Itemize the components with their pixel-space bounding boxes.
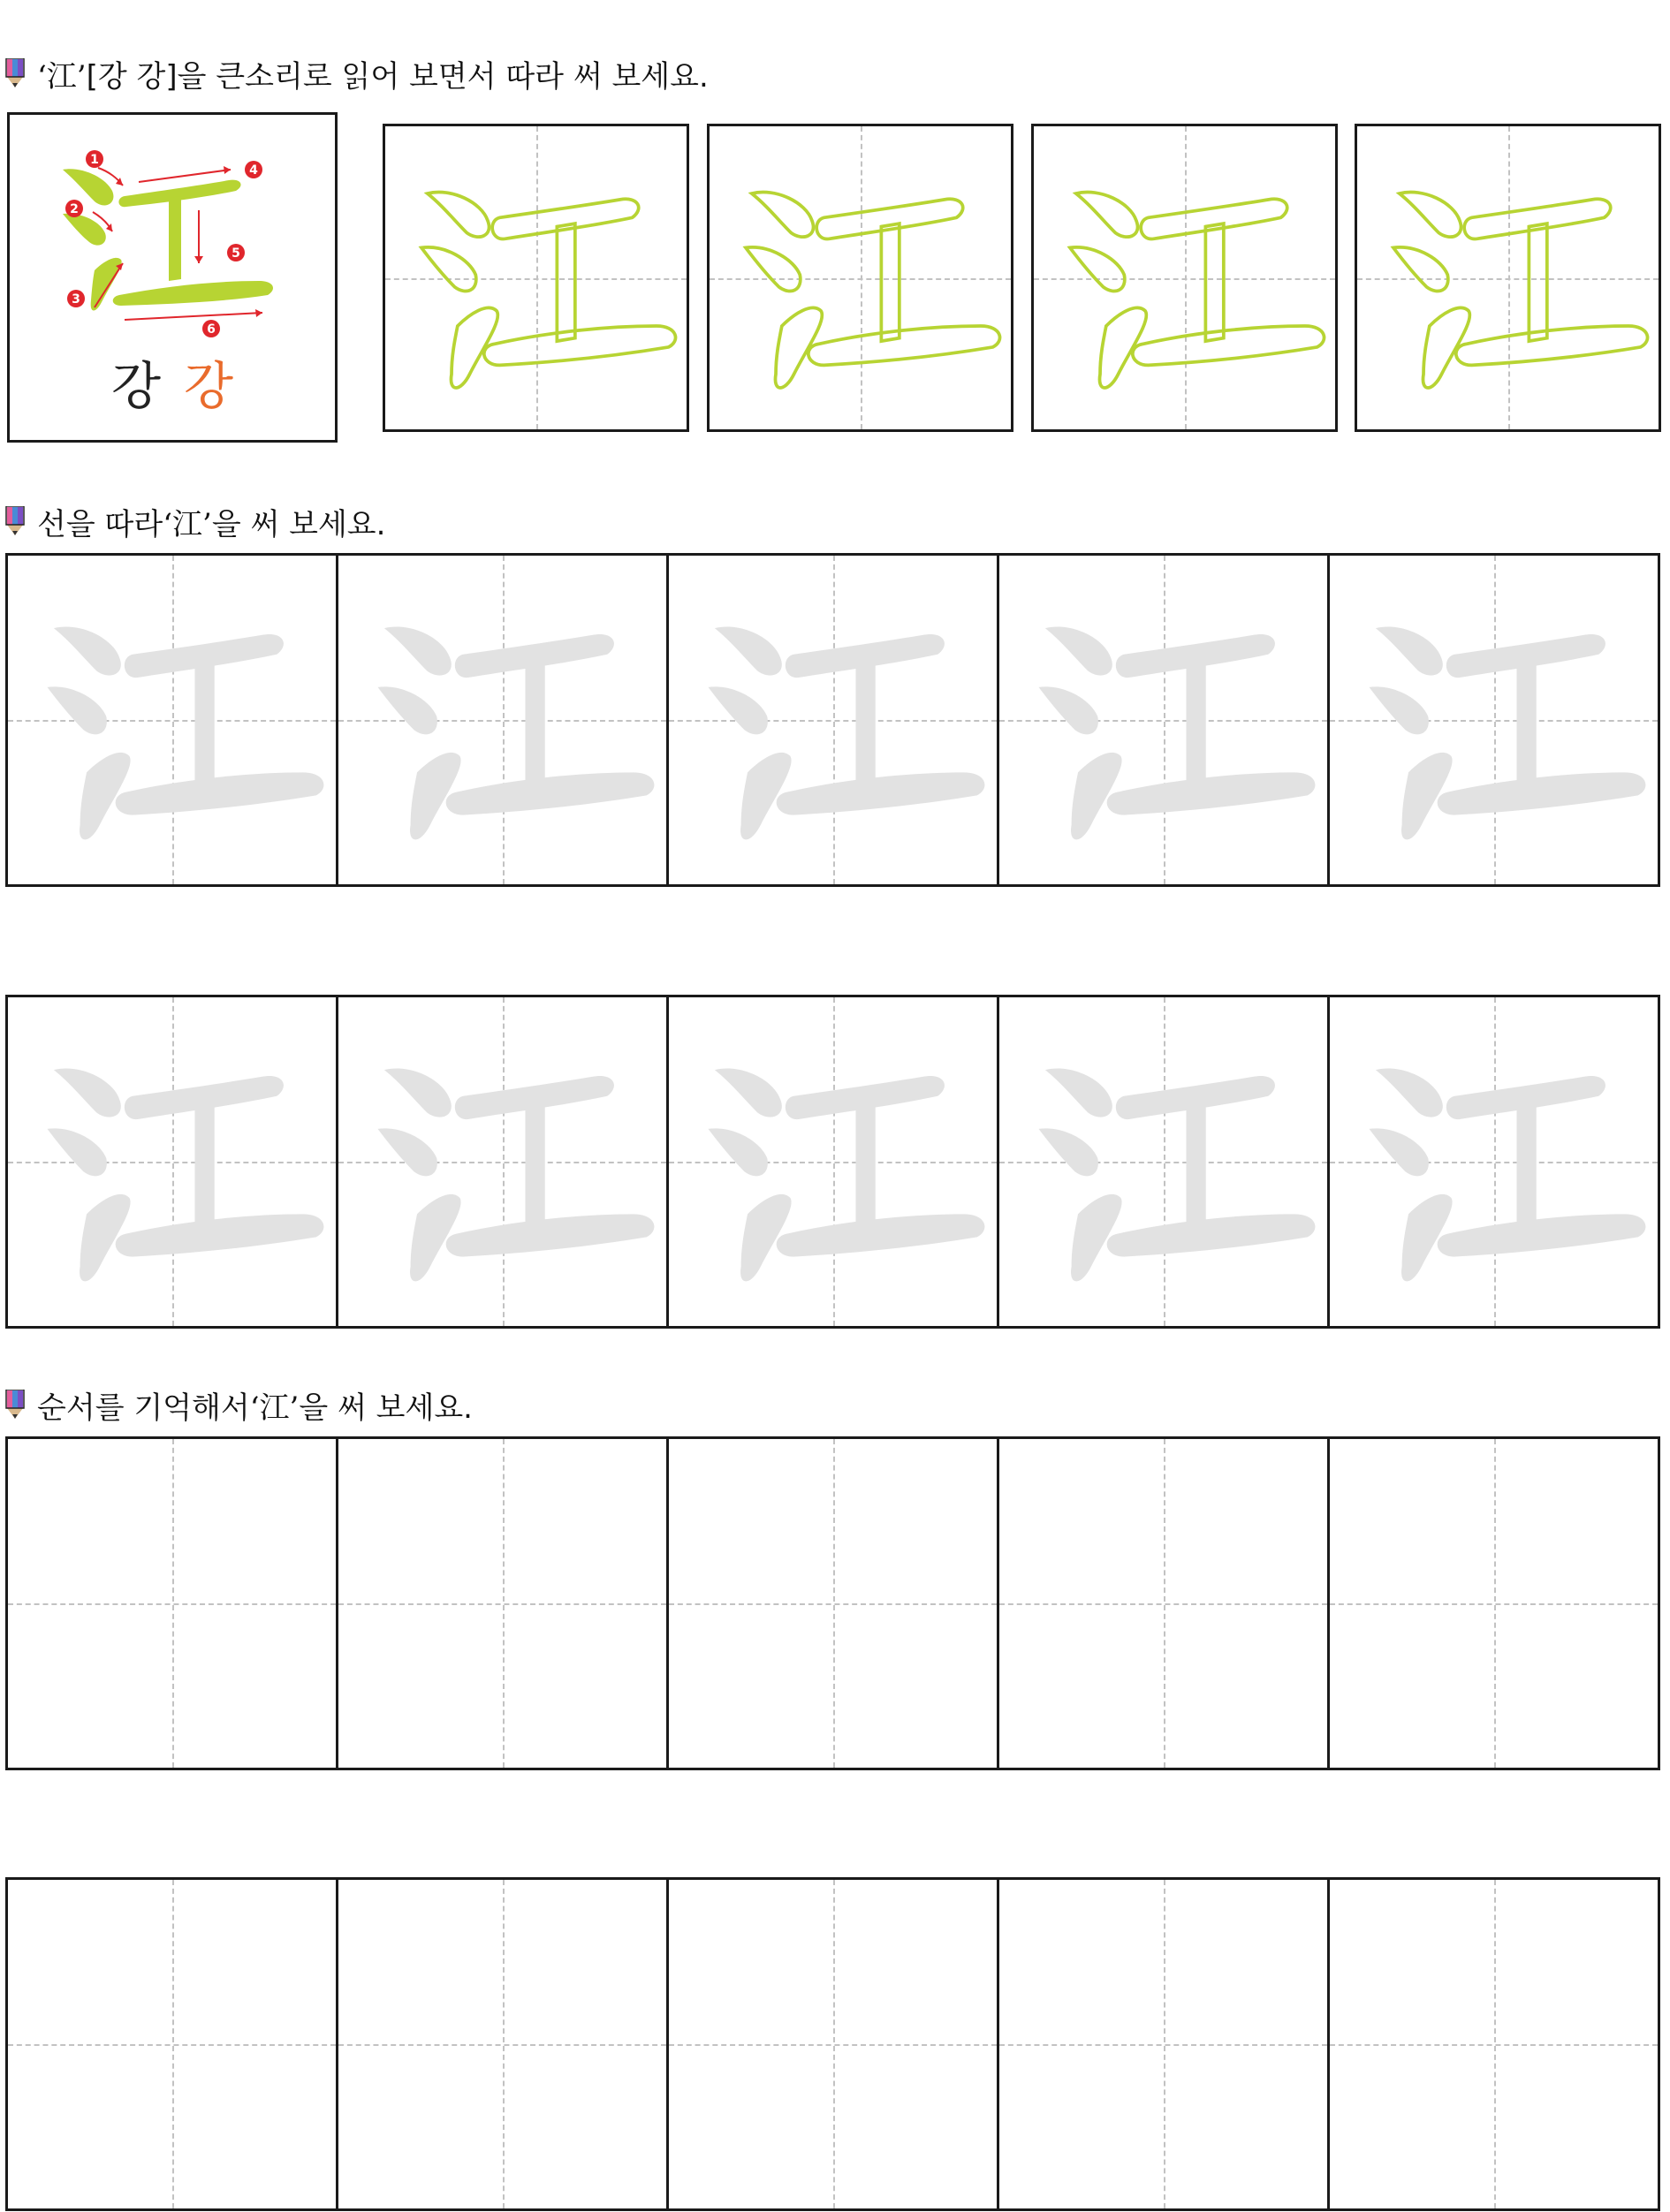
character-stroke-5 [194, 661, 214, 789]
instruction-text-end: 을 써 보세요. [211, 506, 386, 542]
character-stroke-2 [1070, 247, 1125, 292]
practice-cell[interactable] [997, 1877, 1330, 2211]
instruction-text: 선을 따라 [37, 506, 163, 542]
outline-tracing-box[interactable] [1355, 124, 1661, 432]
stroke-number-2: 2 [70, 202, 79, 216]
instruction-read-aloud [5, 51, 709, 95]
character-stroke-1 [1400, 192, 1461, 237]
guide-line-horizontal [8, 2044, 336, 2046]
guide-line-horizontal [669, 2044, 997, 2046]
character-stroke-6 [777, 772, 985, 814]
character-stroke-5 [525, 1102, 544, 1231]
trace-cell[interactable] [336, 553, 669, 887]
character-stroke-4 [816, 199, 963, 239]
character-stroke-2 [48, 1128, 107, 1176]
character-stroke-2 [1370, 686, 1429, 734]
stroke-number-1: 1 [90, 153, 99, 167]
outline-tracing-box[interactable] [1031, 124, 1338, 432]
practice-cell[interactable] [5, 1877, 338, 2211]
character-stroke-6 [1133, 326, 1325, 365]
gray-tracing-character [8, 997, 336, 1326]
guide-line-horizontal [669, 1603, 997, 1605]
gray-tracing-character [999, 997, 1327, 1326]
character-stroke-2 [48, 686, 107, 734]
character-stroke-5 [1516, 1102, 1536, 1231]
character-stroke-6 [777, 1214, 985, 1256]
character-stroke-1 [1045, 1068, 1112, 1117]
gray-tracing-character [338, 997, 666, 1326]
trace-cell[interactable] [5, 995, 338, 1329]
character-stroke-6 [1438, 1214, 1646, 1256]
character-stroke-5 [1516, 661, 1536, 789]
guide-line-horizontal [999, 2044, 1327, 2046]
character-stroke-6 [116, 1214, 324, 1256]
outlined-character [1034, 126, 1335, 429]
practice-row [5, 1436, 1661, 1770]
character-stroke-6 [1456, 326, 1648, 365]
trace-cell[interactable] [336, 995, 669, 1329]
gray-tracing-character [8, 556, 336, 884]
character-stroke-5 [1186, 1102, 1205, 1231]
practice-cell[interactable] [666, 1877, 999, 2211]
character-stroke-4 [1464, 199, 1611, 239]
practice-cell[interactable] [997, 1436, 1330, 1770]
character-stroke-2 [709, 686, 768, 734]
stroke-number-6: 6 [207, 322, 216, 337]
character-stroke-5 [1186, 661, 1205, 789]
character-stroke-1 [54, 1068, 121, 1117]
character-stroke-1 [715, 626, 782, 675]
instruction-text: 순서를 기억해서 [37, 1390, 250, 1426]
outlined-character [1357, 126, 1659, 429]
guide-line-horizontal [8, 1603, 336, 1605]
instruction-text: [강 강]을 큰소리로 읽어 보면서 따라 써 보세요. [86, 58, 709, 95]
stroke-number-5: 5 [232, 246, 240, 261]
outline-tracing-box[interactable] [707, 124, 1013, 432]
quoted-character: ‘江’ [249, 1390, 300, 1426]
character-stroke-6 [1107, 772, 1316, 814]
character-stroke-6 [484, 326, 676, 365]
stroke-number-3: 3 [72, 292, 80, 307]
character-stroke-6 [446, 772, 655, 814]
reading [10, 355, 335, 417]
character-stroke-1 [384, 626, 452, 675]
trace-cell[interactable] [1327, 995, 1660, 1329]
trace-cell[interactable] [1327, 553, 1660, 887]
character-stroke-5 [194, 1102, 214, 1231]
practice-cell[interactable] [1327, 1436, 1660, 1770]
guide-line-horizontal [338, 1603, 666, 1605]
character-stroke-4 [1141, 199, 1287, 239]
trace-cell[interactable] [666, 553, 999, 887]
character-stroke-1 [384, 1068, 452, 1117]
trace-cell[interactable] [997, 995, 1330, 1329]
character-stroke-2 [1039, 686, 1098, 734]
character-stroke-5 [1529, 223, 1546, 341]
character-stroke-2 [421, 247, 476, 292]
gray-tracing-character [999, 556, 1327, 884]
stroke-number-4: 4 [249, 163, 258, 178]
character-stroke-6 [808, 326, 1000, 365]
character-stroke-6 [446, 1214, 655, 1256]
outlined-character [385, 126, 687, 429]
pencil-icon [5, 506, 25, 536]
gray-tracing-character [1330, 997, 1658, 1326]
instruction-text-end: 을 써 보세요. [299, 1390, 473, 1426]
trace-row [5, 553, 1661, 887]
character-stroke-5 [525, 661, 544, 789]
trace-cell[interactable] [997, 553, 1330, 887]
guide-line-horizontal [999, 1603, 1327, 1605]
character-stroke-5 [855, 1102, 875, 1231]
character-stroke-4 [492, 199, 639, 239]
quoted-character: ‘江’ [163, 506, 212, 542]
character-stroke-2 [746, 247, 801, 292]
character-stroke-2 [1039, 1128, 1098, 1176]
character-stroke-3 [1099, 307, 1146, 388]
practice-cell[interactable] [666, 1436, 999, 1770]
character-stroke-1 [1376, 626, 1443, 675]
outline-tracing-box[interactable] [383, 124, 689, 432]
trace-row [5, 995, 1661, 1329]
character-stroke-1 [1045, 626, 1112, 675]
character-stroke-6 [116, 772, 324, 814]
character-stroke-1 [715, 1068, 782, 1117]
gray-tracing-character [669, 997, 997, 1326]
character-stroke-5 [557, 223, 574, 341]
character-stroke-6 [1107, 1214, 1316, 1256]
guide-line-horizontal [1330, 2044, 1658, 2046]
character-stroke-2 [709, 1128, 768, 1176]
practice-cell[interactable] [336, 1436, 669, 1770]
guide-line-horizontal [1330, 1603, 1658, 1605]
practice-cell[interactable] [1327, 1877, 1660, 2211]
gray-tracing-character [1330, 556, 1658, 884]
reading-sound: 강 [184, 356, 234, 416]
character-stroke-3 [451, 307, 497, 388]
character-stroke-1 [428, 192, 490, 237]
character-stroke-2 [378, 686, 437, 734]
quoted-character: ‘江’ [37, 58, 87, 95]
character-stroke-2 [1370, 1128, 1429, 1176]
gray-tracing-character [338, 556, 666, 884]
stroke-order-reference [7, 112, 338, 443]
trace-cell[interactable] [666, 995, 999, 1329]
reading-meaning: 강 [110, 356, 161, 416]
practice-cell[interactable] [336, 1877, 669, 2211]
character-stroke-6 [1438, 772, 1646, 814]
character-stroke-1 [54, 626, 121, 675]
practice-cell[interactable] [5, 1436, 338, 1770]
character-stroke-2 [1393, 247, 1448, 292]
character-stroke-5 [855, 661, 875, 789]
character-stroke-1 [752, 192, 814, 237]
character-stroke-1 [1376, 1068, 1443, 1117]
character-stroke-1 [1076, 192, 1138, 237]
practice-row [5, 1877, 1661, 2211]
pencil-icon [5, 1390, 25, 1420]
character-stroke-3 [1423, 307, 1469, 388]
instruction-memory [5, 1382, 473, 1427]
outlined-character [710, 126, 1011, 429]
character-stroke-2 [378, 1128, 437, 1176]
character-stroke-3 [775, 307, 822, 388]
character-stroke-5 [881, 223, 899, 341]
gray-tracing-character [669, 556, 997, 884]
character-stroke-5 [1205, 223, 1223, 341]
trace-cell[interactable] [5, 553, 338, 887]
stroke-order-diagram [10, 115, 335, 345]
instruction-trace [5, 499, 385, 543]
guide-line-horizontal [338, 2044, 666, 2046]
pencil-icon [5, 58, 25, 88]
